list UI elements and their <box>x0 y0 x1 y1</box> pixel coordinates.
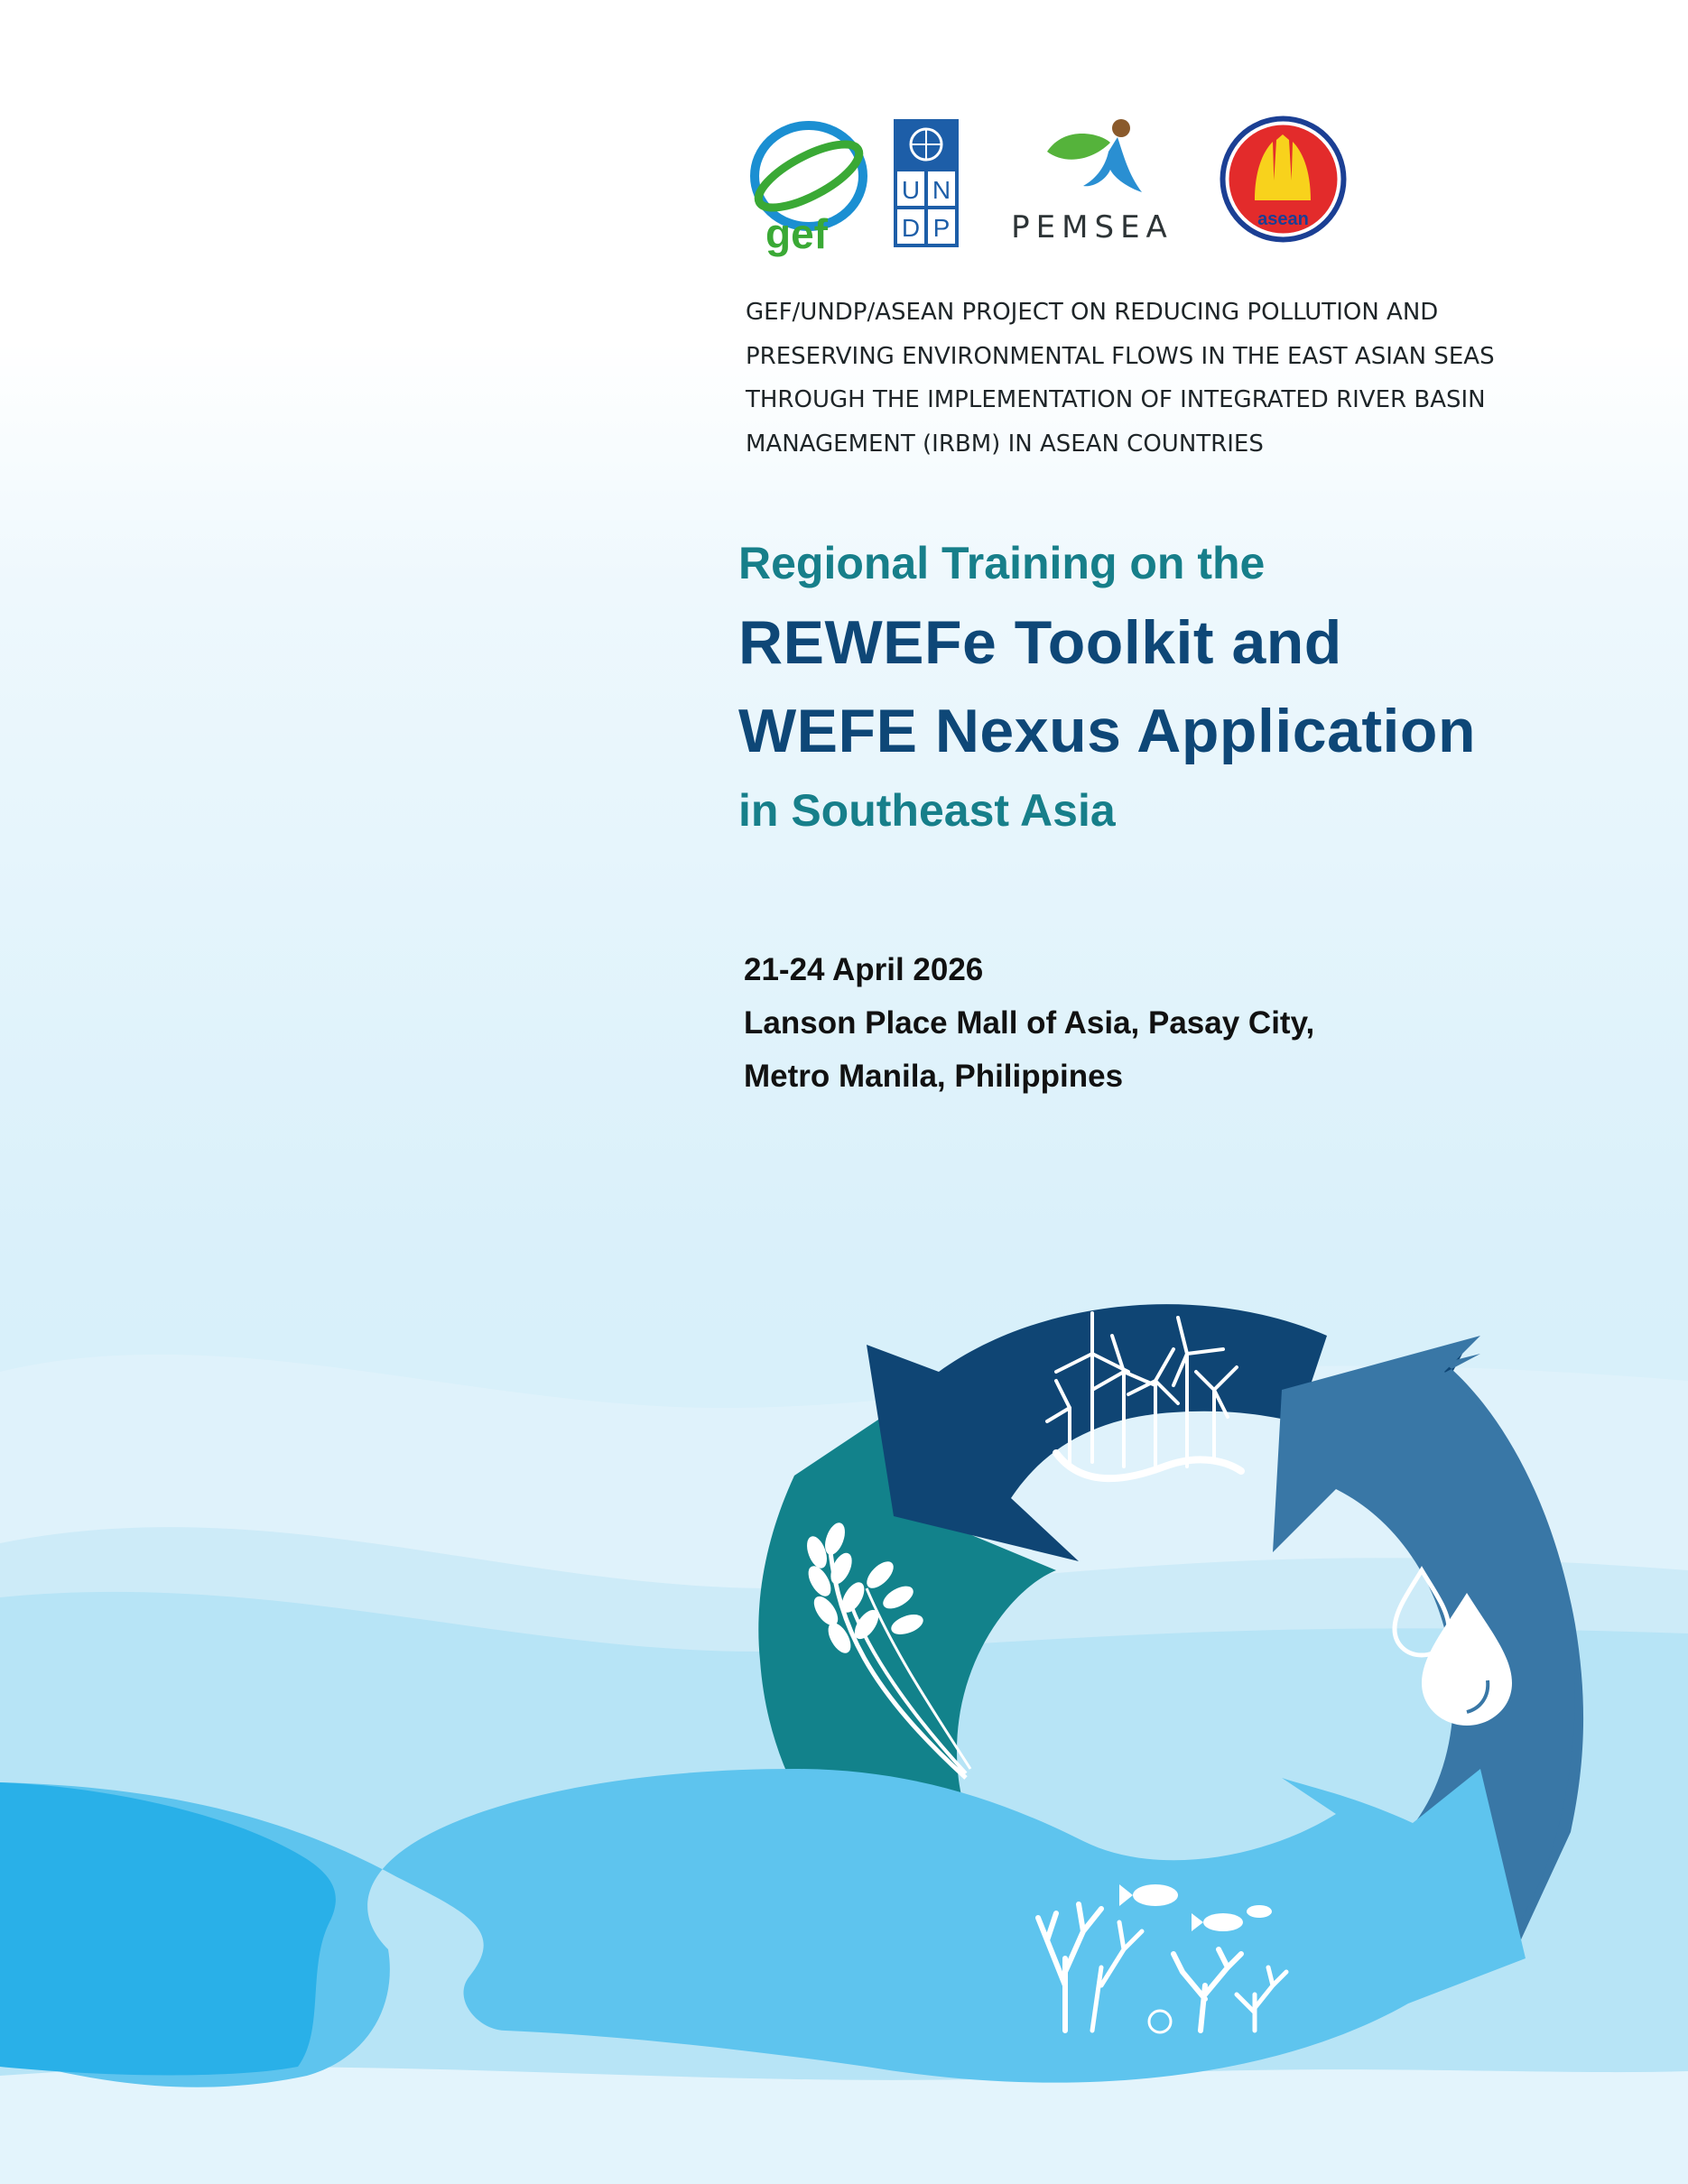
event-details <box>744 943 1556 1103</box>
svg-text:asean: asean <box>1257 209 1309 229</box>
title-line: in Southeast Asia <box>738 785 1116 836</box>
project-line: THROUGH THE IMPLEMENTATION OF INTEGRATED RIVER BASIN <box>746 386 1486 413</box>
training-title <box>738 528 1668 846</box>
asean-logo <box>1219 115 1348 244</box>
svg-text:N: N <box>932 176 951 204</box>
svg-text:U: U <box>901 176 921 204</box>
undp-logo <box>894 119 959 247</box>
project-line: MANAGEMENT (IRBM) IN ASEAN COUNTRIES <box>746 430 1264 458</box>
wave-band-bottom-pale <box>0 2067 1688 2184</box>
event-venue: Lanson Place Mall of Asia, Pasay City, <box>744 1005 1315 1041</box>
project-description <box>746 291 1558 466</box>
gef-logo-text: gef <box>765 210 828 257</box>
title-line: REWEFe Toolkit and <box>738 608 1342 677</box>
gef-logo <box>749 113 876 257</box>
title-line: Regional Training on the <box>738 538 1266 588</box>
svg-text:D: D <box>901 214 921 242</box>
event-dates: 21-24 April 2026 <box>744 952 984 987</box>
event-venue: Metro Manila, Philippines <box>744 1059 1124 1094</box>
pemsea-logo-text: PEMSEA <box>1011 209 1173 245</box>
pemsea-logo-mark <box>1038 116 1155 206</box>
project-line: GEF/UNDP/ASEAN PROJECT ON REDUCING POLLUTION AND <box>746 299 1439 326</box>
project-line: PRESERVING ENVIRONMENTAL FLOWS IN THE EAST ASIAN SEAS <box>746 342 1495 370</box>
svg-text:P: P <box>932 214 951 242</box>
title-line: WEFE Nexus Application <box>738 697 1477 765</box>
